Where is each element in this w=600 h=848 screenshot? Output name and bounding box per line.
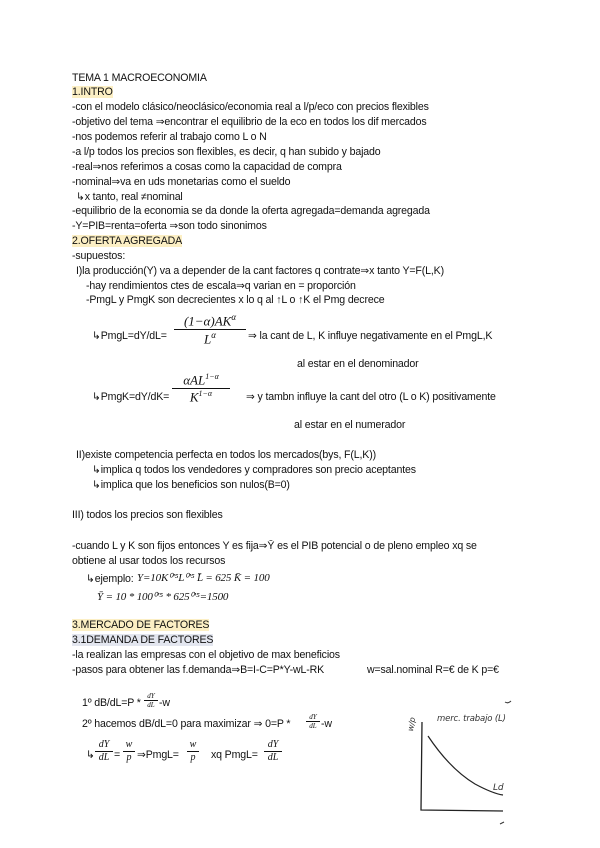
pmgk-label: ↳PmgK=dY/dK= — [92, 391, 170, 403]
sketch-curve-label: Ld — [493, 783, 504, 793]
sketch-mark — [505, 701, 511, 703]
section-oferta-heading: 2.OFERTA AGREGADA — [72, 235, 183, 247]
text-line: -pasos para obtener las f.demanda⇒B=I-C=P*Y-wL-RK — [72, 664, 324, 676]
section-mercado-heading: 3.MERCADO DE FACTORES — [72, 619, 210, 631]
step3-fraction-wp2: w p — [187, 739, 199, 764]
text-line: -la realizan las empresas con el objetivo de max beneficios — [72, 649, 340, 661]
pmgk-fraction: αAL$^{1-\alpha}$ $K^{1-\alpha}$ — [172, 372, 230, 406]
step3-pmgl: ⇒PmgL= — [137, 749, 179, 761]
text-line: -nominal⇒va en uds monetarias como el sueldo — [72, 176, 291, 188]
step3-fraction-dydl: dY dL — [95, 739, 113, 764]
section-demanda-heading: 3.1DEMANDA DE FACTORES — [72, 634, 214, 646]
text-line: -objetivo del tema ⇒encontrar el equilibrio de la eco en todos los dif mercados — [72, 116, 427, 128]
text-line: -hay rendimientos ctes de escala⇒q varian en = proporción — [86, 280, 356, 292]
pmgl-note: al estar en el denominador — [297, 358, 419, 370]
text-line: I)la producción(Y) va a depender de la cant factores q contrate⇒x tanto Y=F(L,K) — [76, 265, 444, 277]
text-line: obtiene al usar todos los recursos — [72, 555, 226, 567]
text-line: -PmgL y PmgK son decrecientes x lo q al ↑L o ↑K el Pmg decrece — [86, 294, 385, 306]
step1-tail: -w — [159, 697, 170, 709]
step1-fraction: dY dL — [144, 692, 158, 709]
text-line: II)existe competencia perfecta en todos los mercados(bys, F(L,K)) — [76, 449, 376, 461]
sketch-title: merc. trabajo (L) — [437, 714, 506, 724]
section-intro-heading: 1.INTRO — [72, 86, 113, 98]
doc-title: TEMA 1 MACROECONOMIA — [72, 72, 207, 84]
example-label: ↳ejemplo: — [86, 573, 134, 585]
example-formula: Y=10K⁰'⁵L⁰'⁵ L̄ = 625 K̄ = 100 — [137, 572, 270, 584]
step2-fraction: dY dL — [306, 713, 320, 730]
text-line: -a l/p todos los precios son flexibles, es decir, q han subido y bajado — [72, 146, 381, 158]
text-line: ↳implica q todos los vendedores y compradores son precio aceptantes — [92, 464, 416, 476]
pmgk-note: al estar en el numerador — [294, 419, 406, 431]
text-line: -Y=PIB=renta=oferta ⇒son todo sinonimos — [72, 220, 267, 232]
pmgl-fraction: $(1-\alpha)AK^\alpha$ $L^\alpha$ — [174, 312, 246, 348]
text-line: ↳x tanto, real ≠nominal — [76, 191, 183, 203]
step3-arrow: ↳ — [86, 749, 95, 761]
text-line: -con el modelo clásico/neoclásico/economia real a l/p/eco con precios flexibles — [72, 101, 429, 113]
text-line: ↳implica que los beneficios son nulos(B=0) — [92, 479, 290, 491]
pmgl-label: ↳PmgL=dY/dL= — [92, 330, 167, 342]
text-line: -real⇒nos referimos a cosas como la capacidad de compra — [72, 161, 342, 173]
step2-tail: -w — [321, 718, 332, 730]
step3-fraction-dydl2: dY dL — [264, 739, 282, 764]
text-line: III) todos los precios son flexibles — [72, 509, 223, 521]
text-line: -supuestos: — [72, 250, 126, 262]
text-line: -cuando L y K son fijos entonces Y es fija⇒Ȳ es el PIB potencial o de pleno empleo xq se — [72, 540, 477, 552]
sketch-demand-curve — [428, 736, 503, 795]
example-result: Ȳ = 10 * 100⁰'⁵ * 625⁰'⁵=1500 — [97, 591, 229, 603]
step2-text: 2º hacemos dB/dL=0 para maximizar ⇒ 0=P * — [82, 718, 291, 730]
sketch-axes — [421, 722, 503, 811]
text-line: -equilibrio de la economia se da donde la oferta agregada=demanda agregada — [72, 205, 430, 217]
sketch-y-axis-label: w/p — [405, 716, 418, 732]
step3-fraction-wp: w p — [123, 739, 135, 764]
text-line: w=sal.nominal R=€ de K p=€ — [367, 664, 499, 676]
text-line: -nos podemos referir al trabajo como L o N — [72, 131, 267, 143]
pmgk-text: ⇒ y tambn influye la cant del otro (L o K) positivamente — [246, 391, 496, 403]
step1-text: 1º dB/dL=P * — [82, 697, 141, 709]
step3-xq: xq PmgL= — [211, 749, 258, 761]
pmgl-text: ⇒ la cant de L, K influye negativamente en el PmgL,K — [248, 330, 493, 342]
